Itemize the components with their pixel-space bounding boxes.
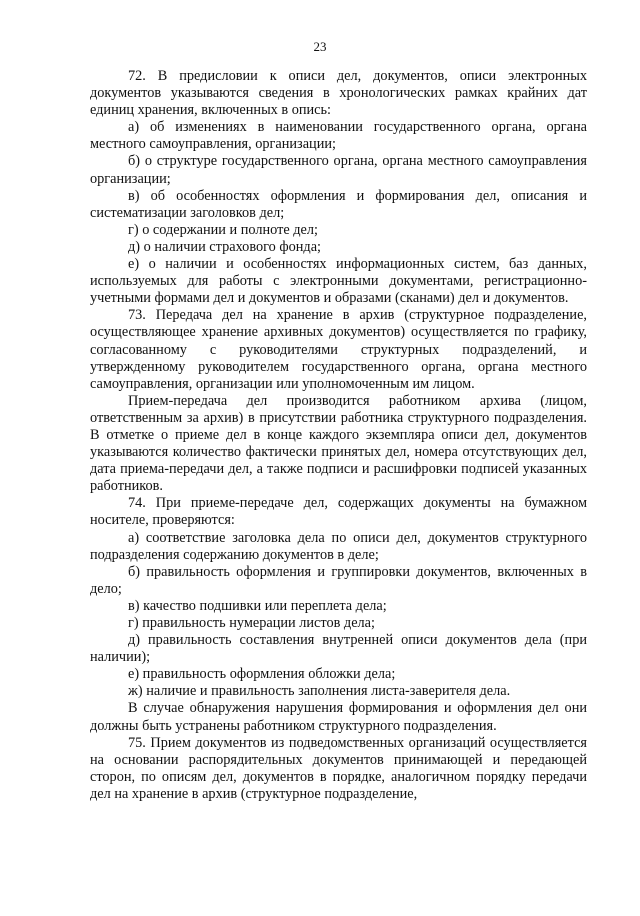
list-item-72-b: б) о структуре государственного органа, органа местного самоуправления организации; xyxy=(90,153,587,187)
document-body xyxy=(90,68,587,803)
paragraph-72-intro: 72. В предисловии к описи дел, документов, описи электронных документов указываются сведения в хронологических рамках крайних дат единиц хранения, включенных в опись: xyxy=(90,68,587,119)
paragraph-73: 73. Передача дел на хранение в архив (структурное подразделение, осуществляющее хранение архивных документов) осуществляется по графику, согласованному с руководителями структурных подразделений, и утвержденному руководителем государственного органа, органа местного самоуправления, организации или уполномоченным им лицом. xyxy=(90,307,587,392)
list-item-74-zh: ж) наличие и правильность заполнения листа-заверителя дела. xyxy=(128,683,511,700)
page-number: 23 xyxy=(313,39,327,54)
list-item-72-d: д) о наличии страхового фонда; xyxy=(128,238,322,255)
list-item-74-b: б) правильность оформления и группировки документов, включенных в дело; xyxy=(90,563,587,597)
paragraph-74-intro: 74. При приеме-передаче дел, содержащих документы на бумажном носителе, проверяются: xyxy=(90,495,587,529)
list-item-72-g: г) о содержании и полноте дел; xyxy=(128,221,318,238)
list-item-74-e: е) правильность оформления обложки дела; xyxy=(128,666,396,683)
list-item-72-e: е) о наличии и особенностях информационных систем, баз данных, используемых для работы с электронными документами, регистрационно-учетными формами дел и документов и образами (сканами) дел и документов. xyxy=(90,256,587,307)
paragraph-73-transfer: Прием-передача дел производится работником архива (лицом, ответственным за архив) в присутствии работника структурного подразделения. В отметке о приеме дел в конце каждого экземпляра описи дел, документов указываются количество фактически принятых дел, номера отсутствующих дел, дата приема-передачи дел, а также подписи и расшифровки подписей указанных работников. xyxy=(90,392,587,495)
list-item-72-v: в) об особенностях оформления и формирования дел, описания и систематизации заголовков дел; xyxy=(90,187,587,221)
list-item-74-g: г) правильность нумерации листов дела; xyxy=(128,615,376,631)
list-item-72-a: а) об изменениях в наименовании государственного органа, органа местного самоуправления, организации; xyxy=(90,119,587,153)
paragraph-74-violations: В случае обнаружения нарушения формирования и оформления дел они должны быть устранены работником структурного подразделения. xyxy=(90,700,587,734)
paragraph-75: 75. Прием документов из подведомственных организаций осуществляется на основании распорядительных документов принимающей и передающей сторон, по описям дел, документов в порядке, аналогичном порядку передачи дел на хранение в архив (структурное подразделение, xyxy=(90,734,587,802)
list-item-74-d: д) правильность составления внутренней описи документов дела (при наличии); xyxy=(90,632,587,666)
list-item-74-v: в) качество подшивки или переплета дела; xyxy=(128,597,387,614)
list-item-74-a: а) соответствие заголовка дела по описи дел, документов структурного подразделения содержанию документов в деле; xyxy=(90,529,587,563)
